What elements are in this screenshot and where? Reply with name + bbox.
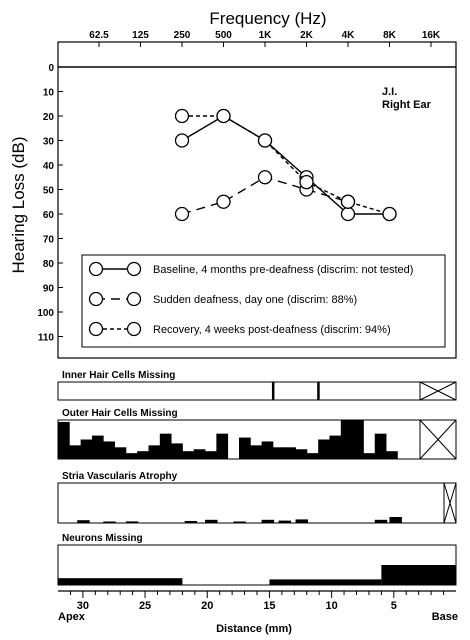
y-tick-label: 70 bbox=[42, 234, 54, 246]
ohc-bar bbox=[69, 445, 81, 459]
series-3-point bbox=[217, 110, 230, 123]
distance-tick-label: 15 bbox=[263, 600, 276, 612]
stria-vascularis-title: Stria Vascularis Atrophy bbox=[62, 471, 178, 482]
neuron-segment bbox=[58, 578, 182, 585]
ohc-bar bbox=[262, 441, 274, 459]
series-1-point bbox=[176, 134, 189, 147]
series-3-point bbox=[342, 195, 355, 208]
neuron-segment bbox=[269, 579, 381, 585]
audiogram-series bbox=[176, 110, 397, 221]
ohc-bar bbox=[341, 420, 353, 459]
ihc-mark bbox=[317, 382, 320, 400]
legend-label: Sudden deafness, day one (discrim: 88%) bbox=[153, 294, 358, 306]
y-tick-label: 110 bbox=[37, 332, 54, 344]
x-tick-label: 1K bbox=[258, 30, 272, 41]
ohc-bar bbox=[81, 440, 93, 460]
ohc-bar bbox=[137, 451, 149, 459]
inner-hair-cells-marks bbox=[272, 382, 456, 400]
stria-bar bbox=[375, 520, 387, 523]
ohc-bar bbox=[250, 445, 262, 459]
distance-axis-title: Distance (mm) bbox=[216, 623, 292, 635]
ohc-bar bbox=[239, 438, 251, 459]
ohc-bar bbox=[273, 447, 285, 459]
y-tick-label: 100 bbox=[37, 308, 54, 319]
y-tick-label: 30 bbox=[42, 136, 54, 148]
series-3-point bbox=[383, 208, 396, 221]
ohc-bar bbox=[160, 434, 172, 459]
stria-bar bbox=[279, 521, 291, 523]
stria-bar bbox=[262, 520, 274, 523]
outer-hair-cells-bars bbox=[58, 420, 456, 459]
legend-marker bbox=[128, 323, 141, 336]
annotation-patient: J.I. bbox=[382, 86, 398, 98]
stria-bar bbox=[389, 517, 401, 523]
x-tick-label: 125 bbox=[132, 30, 149, 41]
ohc-bar bbox=[182, 451, 194, 459]
ohc-bar bbox=[103, 441, 115, 459]
ohc-bar bbox=[352, 420, 364, 459]
x-tick-label: 62.5 bbox=[89, 30, 109, 41]
series-2-point bbox=[217, 195, 230, 208]
series-2-point bbox=[259, 171, 272, 184]
legend-label: Baseline, 4 months pre-deafness (discrim: not tested) bbox=[153, 264, 414, 276]
audiogram-x-ticks bbox=[89, 30, 441, 47]
stria-bar bbox=[103, 522, 115, 524]
annotation-ear: Right Ear bbox=[382, 99, 431, 111]
outer-hair-cells-title: Outer Hair Cells Missing bbox=[62, 408, 178, 419]
y-tick-label: 90 bbox=[42, 283, 54, 295]
series-1-point bbox=[342, 208, 355, 221]
ohc-bar bbox=[171, 443, 183, 459]
legend-label: Recovery, 4 weeks post-deafness (discrim: 94%) bbox=[153, 324, 391, 336]
legend-marker bbox=[128, 263, 141, 276]
apex-label: Apex bbox=[58, 611, 85, 623]
ohc-bar bbox=[296, 449, 308, 459]
ohc-bar bbox=[115, 447, 127, 459]
neuron-segment bbox=[381, 565, 456, 585]
distance-tick-label: 30 bbox=[76, 600, 89, 612]
neurons-title: Neurons Missing bbox=[62, 533, 143, 544]
neurons-bars bbox=[58, 565, 456, 585]
legend-marker bbox=[90, 263, 103, 276]
x-tick-label: 8K bbox=[383, 30, 396, 41]
stria-bar bbox=[296, 519, 308, 523]
x-tick-label: 500 bbox=[215, 30, 232, 41]
y-tick-label: 60 bbox=[42, 210, 54, 221]
y-tick-label: 20 bbox=[42, 112, 54, 123]
stria-bar bbox=[205, 520, 217, 523]
ihc-mark bbox=[272, 382, 275, 400]
stria-bar bbox=[185, 521, 197, 523]
distance-tick-label: 25 bbox=[138, 600, 152, 612]
ohc-bar bbox=[318, 440, 330, 460]
ohc-bar bbox=[216, 434, 228, 459]
series-2-point bbox=[176, 208, 189, 221]
x-axis-title: Frequency (Hz) bbox=[209, 9, 327, 28]
ohc-bar bbox=[194, 449, 206, 459]
y-axis-title: Hearing Loss (dB) bbox=[9, 136, 28, 274]
legend-marker bbox=[90, 323, 103, 336]
distance-tick-label: 20 bbox=[201, 600, 214, 612]
series-3-point bbox=[300, 176, 313, 189]
ohc-bar bbox=[363, 453, 375, 459]
x-tick-label: 4K bbox=[341, 30, 355, 41]
ohc-bar bbox=[58, 422, 70, 459]
x-tick-label: 16K bbox=[421, 30, 441, 41]
ohc-bar bbox=[149, 445, 161, 459]
x-tick-label: 250 bbox=[173, 30, 191, 41]
ohc-bar bbox=[205, 451, 217, 459]
distance-tick-label: 10 bbox=[325, 600, 338, 612]
stria-bar bbox=[126, 521, 138, 523]
y-tick-label: 40 bbox=[42, 161, 54, 172]
base-label: Base bbox=[431, 611, 458, 623]
distance-axis bbox=[58, 591, 456, 612]
ohc-bar bbox=[307, 453, 319, 459]
x-tick-label: 2K bbox=[300, 30, 313, 41]
y-tick-label: 0 bbox=[48, 63, 54, 74]
y-tick-label: 10 bbox=[42, 87, 54, 99]
series-3-point bbox=[176, 110, 189, 123]
legend-marker bbox=[90, 293, 103, 306]
legend-marker bbox=[128, 293, 141, 306]
y-tick-label: 50 bbox=[42, 185, 54, 197]
inner-hair-cells-title: Inner Hair Cells Missing bbox=[62, 370, 176, 381]
stria-bar bbox=[77, 520, 89, 523]
y-tick-label: 80 bbox=[42, 259, 54, 270]
ohc-bar bbox=[284, 447, 296, 459]
ohc-bar bbox=[386, 451, 398, 459]
series-3-point bbox=[259, 134, 272, 147]
series-line-3 bbox=[182, 116, 390, 214]
ohc-bar bbox=[375, 434, 387, 459]
stria-bar bbox=[233, 522, 245, 524]
ohc-bar bbox=[92, 436, 104, 459]
ohc-bar bbox=[330, 436, 342, 459]
series-line-1 bbox=[182, 116, 390, 214]
inner-hair-cells-frame bbox=[58, 382, 456, 400]
distance-tick-label: 5 bbox=[390, 600, 397, 612]
ohc-bar bbox=[126, 453, 138, 459]
stria-vascularis-bars bbox=[77, 483, 456, 523]
